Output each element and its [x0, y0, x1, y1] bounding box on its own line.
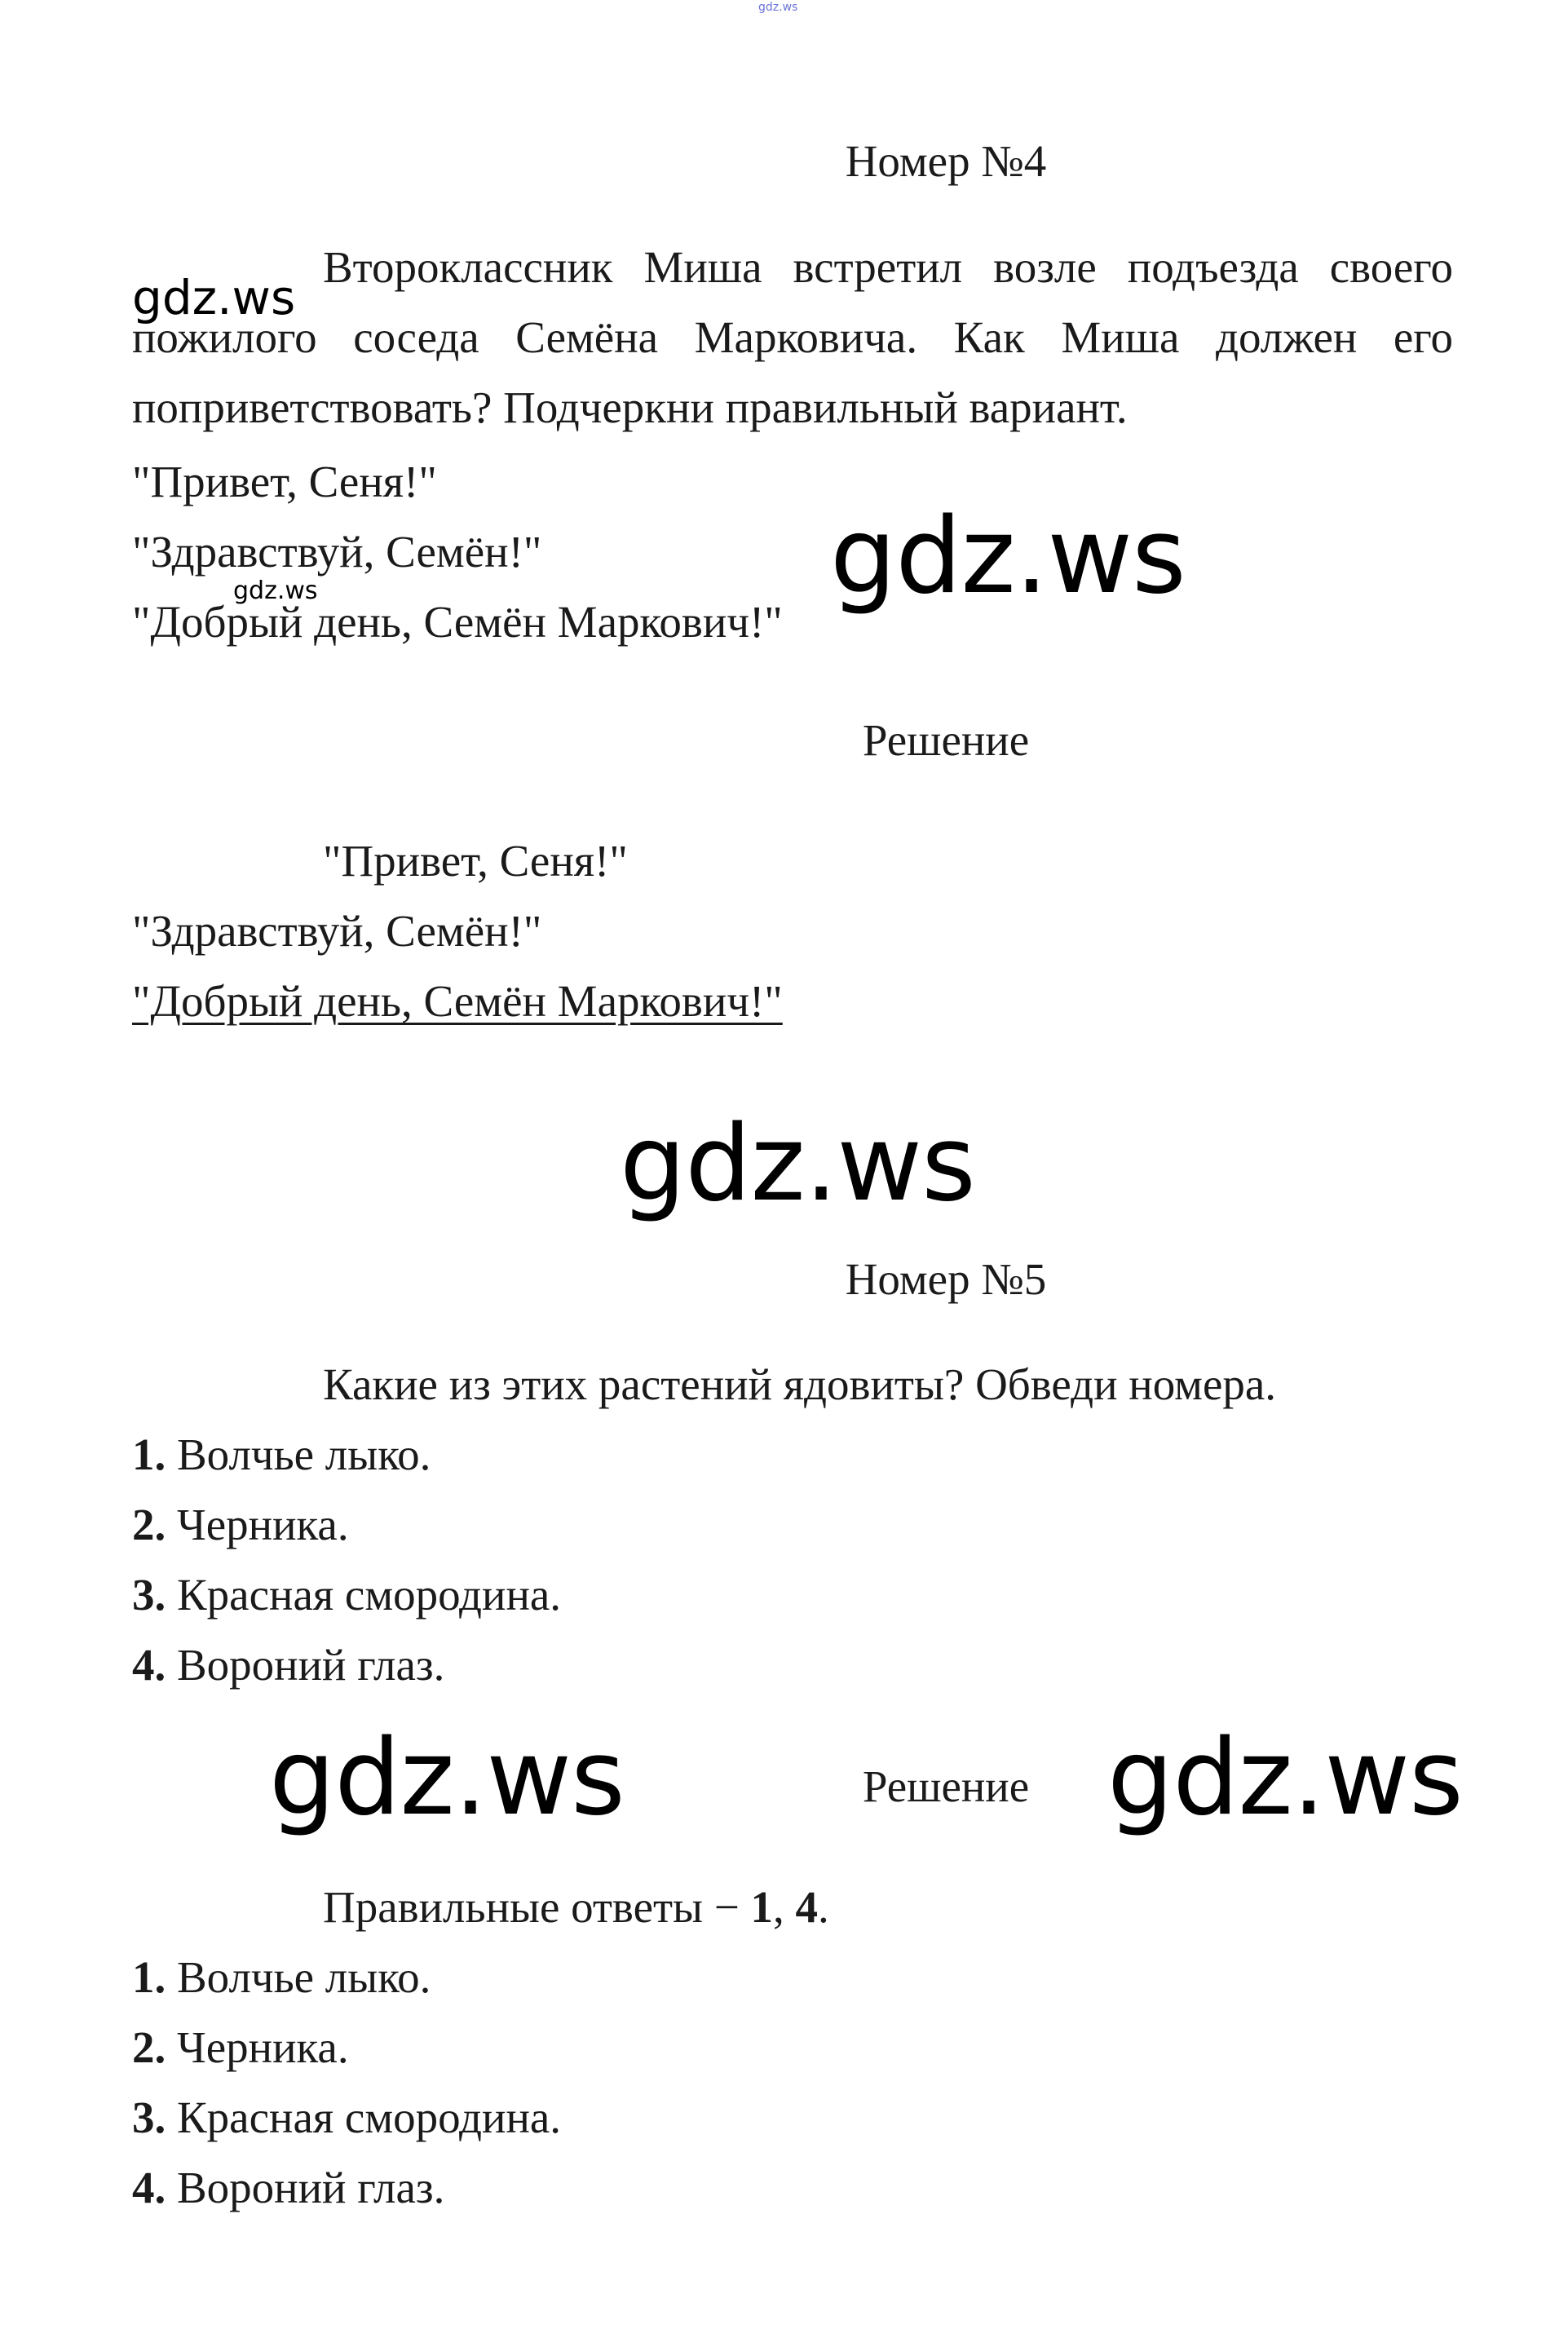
- task4-option-2: "Здравствуй, Семён!": [132, 527, 542, 577]
- task4-solution-correct-option: "Добрый день, Семён Маркович!": [132, 976, 783, 1026]
- task5-answer: [323, 1882, 829, 1932]
- task5-solution-item-2: [132, 2022, 349, 2072]
- task5-solution-item-3-text: Красная смородина.: [177, 2092, 562, 2142]
- task5-item-3-text: Красная смородина.: [177, 1570, 562, 1620]
- task5-item-1-num: 1.: [132, 1430, 166, 1479]
- task5-item-1-text: Волчье лыко.: [177, 1430, 431, 1479]
- task4-option-1: "Привет, Сеня!": [132, 457, 437, 506]
- task5-solution-item-4-num: 4.: [132, 2163, 166, 2212]
- task5-item-4-text: Вороний глаз.: [177, 1640, 445, 1690]
- task5-solution-item-1-text: Волчье лыко.: [177, 1952, 431, 2002]
- task5-solution-item-1-num: 1.: [132, 1952, 166, 2002]
- task5-answer-sep: ,: [773, 1882, 796, 1932]
- task5-heading: Номер №5: [845, 1254, 1047, 1304]
- task5-solution-item-3: [132, 2092, 562, 2142]
- task5-answer-prefix: Правильные ответы −: [323, 1882, 751, 1932]
- task4-solution-option-1: "Привет, Сеня!": [323, 836, 628, 886]
- watermark-big-4: gdz.ws: [1107, 1717, 1463, 1839]
- watermark-big-2: gdz.ws: [620, 1103, 975, 1225]
- task5-item-4: [132, 1640, 445, 1690]
- task4-question: Второклассник Миша встретил возле подъезда своего пожилого соседа Семёна Марковича. Как Миша должен его поприветствовать? Подчеркни правильный вариант.: [132, 242, 1453, 432]
- task4-solution-option-2: "Здравствуй, Семён!": [132, 906, 542, 956]
- watermark-small-1: gdz.ws: [132, 270, 296, 325]
- task4-option-3: "Добрый день, Семён Маркович!": [132, 597, 783, 647]
- task5-solution-item-4-text: Вороний глаз.: [177, 2163, 445, 2212]
- task4-heading: Номер №4: [845, 136, 1047, 186]
- task5-solution-item-3-num: 3.: [132, 2092, 166, 2142]
- task5-solution-item-2-num: 2.: [132, 2022, 166, 2072]
- task5-item-2: [132, 1502, 349, 1547]
- task5-item-2-text: Черника.: [177, 1500, 349, 1549]
- task5-answer-first: 1: [750, 1882, 773, 1932]
- task5-answer-second: 4: [795, 1882, 818, 1932]
- task4-solution-heading: Решение: [862, 715, 1030, 765]
- task5-solution-heading: Решение: [862, 1761, 1030, 1811]
- task5-item-1: [132, 1432, 431, 1477]
- task5-solution-item-1: [132, 1952, 431, 2002]
- task5-item-3: [132, 1570, 562, 1620]
- top-watermark: gdz.ws: [758, 1, 798, 14]
- task5-item-3-num: 3.: [132, 1570, 166, 1620]
- task5-question: Какие из этих растений ядовиты? Обведи номера.: [323, 1359, 1277, 1409]
- task5-item-4-num: 4.: [132, 1640, 166, 1690]
- task5-answer-suffix: .: [818, 1882, 829, 1932]
- task5-solution-item-2-text: Черника.: [177, 2022, 349, 2072]
- watermark-big-3: gdz.ws: [269, 1717, 625, 1839]
- task5-solution-item-4: [132, 2165, 444, 2210]
- task5-item-2-num: 2.: [132, 1500, 166, 1549]
- watermark-big-1: gdz.ws: [830, 496, 1186, 617]
- watermark-tiny-1: gdz.ws: [233, 577, 318, 605]
